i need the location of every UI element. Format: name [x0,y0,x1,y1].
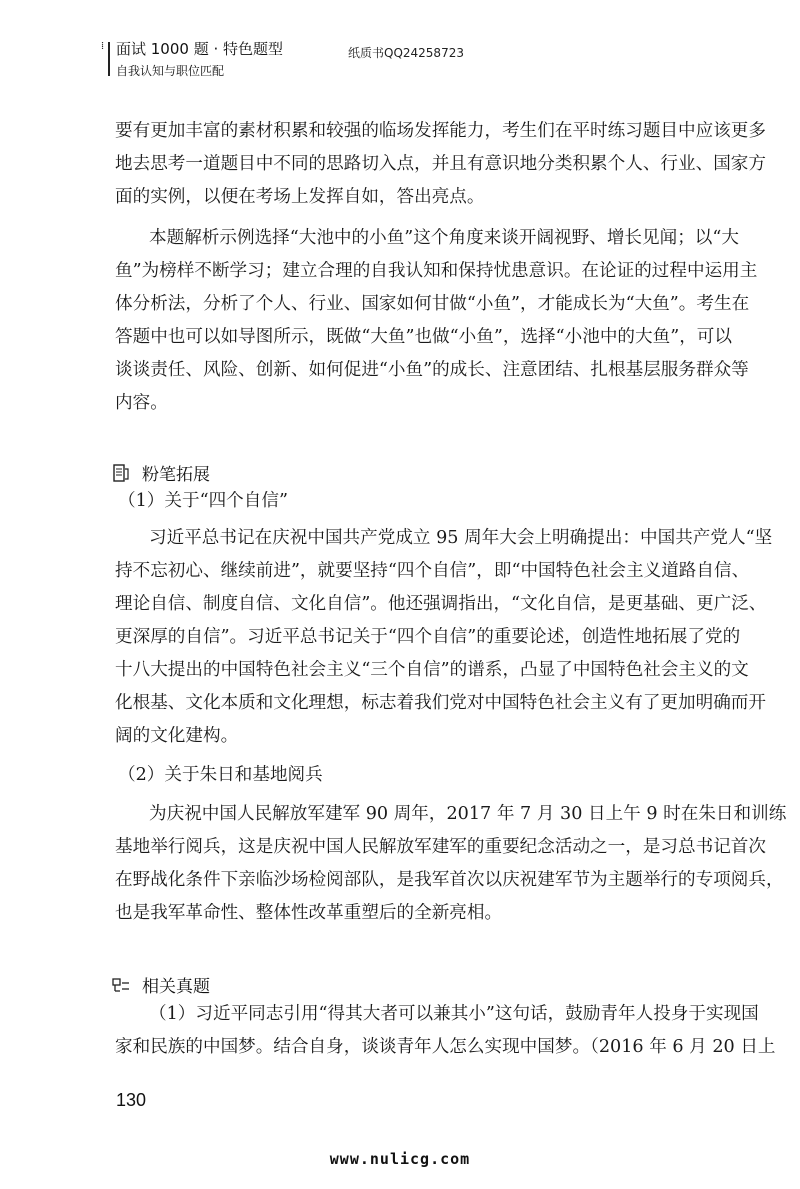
footer-site-url: www.nulicg.com [329,1150,471,1168]
header-subtitle: 自我认知与职位匹配 [116,64,225,78]
paragraph-line: 十八大提出的中国特色社会主义“三个自信”的谱系，凸显了中国特色社会主义的文 [115,660,749,680]
paragraph-line: 要有更加丰富的素材积累和较强的临场发挥能力，考生们在平时练习题目中应该更多 [115,121,766,141]
paragraph-line: 本题解析示例选择“大池中的小鱼”这个角度来谈开阔视野、增长见闻；以“大 [149,228,739,248]
header-watermark: 纸质书QQ24258723 [348,46,464,60]
page-number: 130 [116,1090,147,1110]
paragraph-line: 谈谈责任、风险、创新、如何促进“小鱼”的成长、注意团结、扎根基层服务群众等 [115,360,749,380]
header-divider [108,42,110,76]
paragraph-line: 阔的文化建构。 [115,726,239,746]
subsection-title: （2）关于朱日和基地阅兵 [118,765,323,785]
paragraph-line: 答题中也可以如导图所示，既做“大鱼”也做“小鱼”，选择“小池中的大鱼”，可以 [115,327,732,347]
paragraph-line: 化根基、文化本质和文化理想，标志着我们党对中国特色社会主义有了更加明确而开 [115,693,766,713]
section-heading-text: 粉笔拓展 [142,465,210,485]
paragraph-line: 也是我军革命性、整体性改革重塑后的全新亮相。 [115,903,503,923]
paragraph-line: 更深厚的自信”。习近平总书记关于“四个自信”的重要论述，创造性地拓展了党的 [115,627,741,647]
paragraph-line: 为庆祝中国人民解放军建军 90 周年，2017 年 7 月 30 日上午 9 时在朱日和训练 [149,804,787,824]
paragraph-line: 体分析法，分析了个人、行业、国家如何甘做“小鱼”，才能成长为“大鱼”。考生在 [115,294,750,314]
subsection-title: （1）关于“四个自信” [118,491,288,511]
paragraph-line: 家和民族的中国梦。结合自身，谈谈青年人怎么实现中国梦。（2016 年 6 月 20 日上 [115,1037,776,1057]
section-heading-questions [112,972,210,997]
paragraph-line: 基地举行阅兵，这是庆祝中国人民解放军建军的重要纪念活动之一，是习总书记首次 [115,837,766,857]
paragraph-line: 面的实例，以便在考场上发挥自如，答出亮点。 [115,187,485,207]
paragraph-line: 鱼”为榜样不断学习；建立合理的自我认知和保持忧患意识。在论证的过程中运用主 [115,261,758,281]
paragraph-line: 习近平总书记在庆祝中国共产党成立 95 周年大会上明确提出：中国共产党人“坚 [149,528,773,548]
question-list-icon [112,975,130,995]
header-dot-mark: ⁞ [101,39,105,52]
paragraph-line: 地去思考一道题目中不同的思路切入点，并且有意识地分类积累个人、行业、国家方 [115,154,766,174]
paragraph-line: 内容。 [115,393,168,413]
paragraph-line: 在野战化条件下亲临沙场检阅部队，是我军首次以庆祝建军节为主题举行的专项阅兵， [115,870,784,890]
header-title: 面试 1000 题 · 特色题型 [116,40,284,58]
paragraph-line: （1）习近平同志引用“得其大者可以兼其小”这句话，鼓励青年人投身于实现国 [149,1004,759,1024]
section-heading-extension [112,460,210,485]
notebook-icon [112,463,130,483]
paragraph-line: 持不忘初心、继续前进”，就要坚持“四个自信”，即“中国特色社会主义道路自信、 [115,561,750,581]
section-heading-text: 相关真题 [142,977,210,997]
paragraph-line: 理论自信、制度自信、文化自信”。他还强调指出，“文化自信，是更基础、更广泛、 [115,594,767,614]
